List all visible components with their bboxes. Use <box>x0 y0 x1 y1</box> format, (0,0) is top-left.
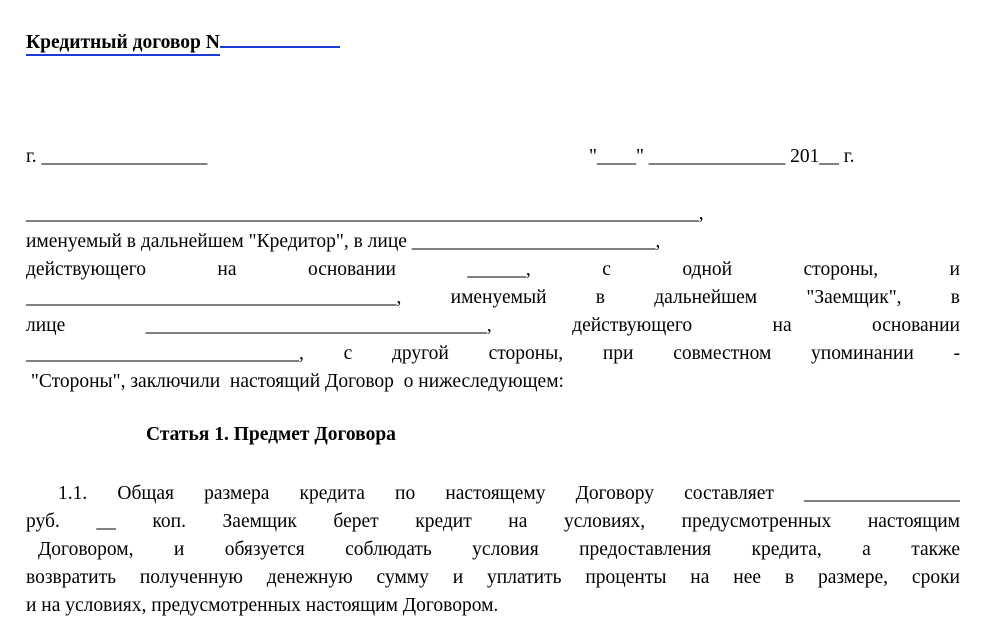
preamble-line-2: именуемый в дальнейшем "Кредитор", в лице _________________________, <box>26 231 661 252</box>
preamble-line-5: лице ___________________________________, действующего на основании <box>26 315 960 336</box>
preamble-line-3: действующего на основании ______, с одной стороны, и <box>26 259 960 280</box>
city-field: г. _________________ <box>26 146 208 167</box>
document-number-blank <box>220 32 340 48</box>
document-title-text: Кредитный договор N <box>26 32 220 56</box>
preamble-line-6: ____________________________, с другой стороны, при совместном упоминании - <box>26 343 960 364</box>
preamble-line-1: _____________________________________________________________________, <box>26 203 704 224</box>
article-1-line-4: возвратить полученную денежную сумму и уплатить проценты на нее в размере, сроки <box>26 567 960 588</box>
article-1-heading: Статья 1. Предмет Договора <box>146 424 396 445</box>
article-1-line-3: Договором, и обязуется соблюдать условия предоставления кредита, а также <box>38 539 960 560</box>
date-field: "____" ______________ 201__ г. <box>589 146 855 167</box>
article-1-line-5: и на условиях, предусмотренных настоящим Договором. <box>26 595 499 616</box>
preamble-line-4: ______________________________________, именуемый в дальнейшем "Заемщик", в <box>26 287 960 308</box>
document-title <box>26 32 340 54</box>
article-1-line-2: руб. __ коп. Заемщик берет кредит на условиях, предусмотренных настоящим <box>26 511 960 532</box>
preamble-line-7: "Стороны", заключили настоящий Договор о нижеследующем: <box>26 371 564 392</box>
article-1-line-1: 1.1. Общая размера кредита по настоящему Договору составляет ________________ <box>58 483 960 504</box>
